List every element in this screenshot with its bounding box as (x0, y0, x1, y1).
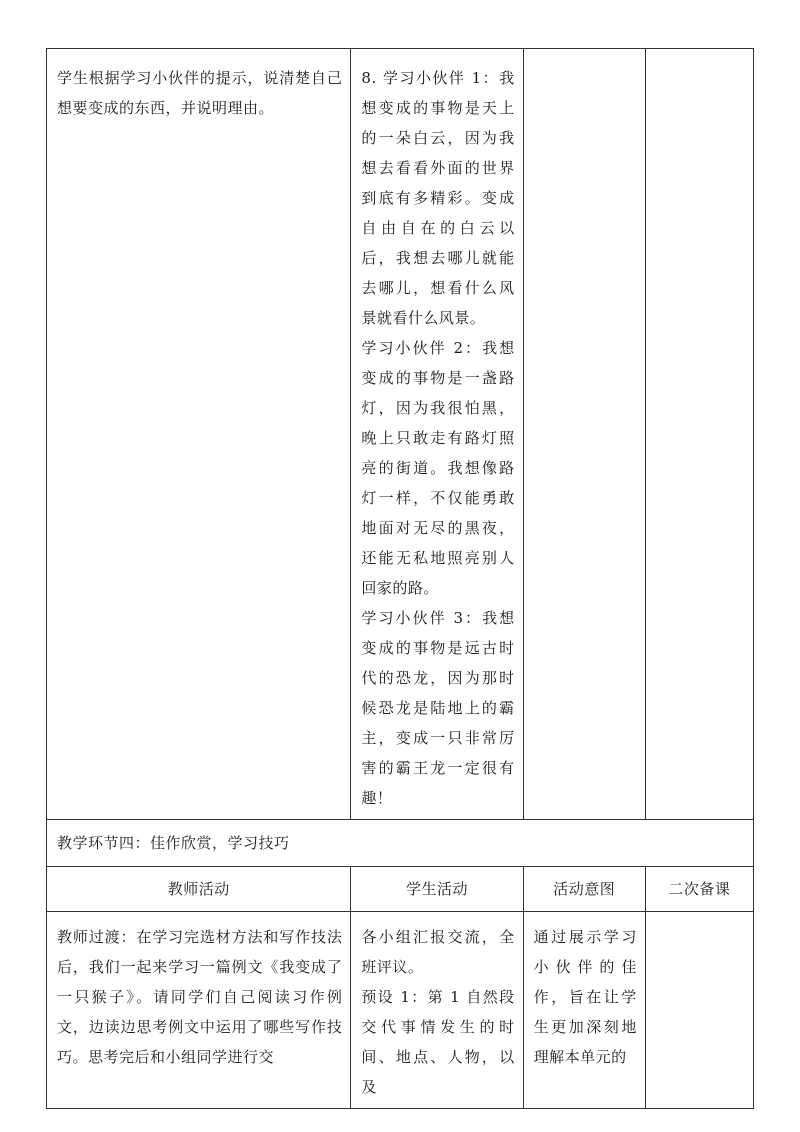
activity-intent-cell (523, 912, 645, 1109)
second-prep-cell (645, 912, 753, 1109)
table-header-row (47, 867, 754, 912)
teacher-activity-cell (47, 912, 351, 1109)
section-row (47, 820, 754, 867)
activity-intent-text (524, 49, 645, 69)
activity-intent-text: 通过展示学习小伙伴的佳作，旨在让学生更加深刻地理解本单元的 (533, 928, 637, 1066)
activity-row (47, 912, 754, 1109)
lesson-plan-table (46, 48, 754, 1109)
section-title: 教学环节四：佳作欣赏，学习技巧 (57, 834, 290, 852)
header-second-prep (645, 867, 753, 912)
student-activity-cell (351, 49, 523, 820)
student-activity-paragraph: 学习小伙伴 3：我想变成的事物是远古时代的恐龙，因为那时候恐龙是陆地上的霸主，变成一只非常厉害的霸王龙一定很有趣！ (361, 609, 515, 807)
student-activity-cell (351, 912, 523, 1109)
student-activity-paragraph: 8. 学习小伙伴 1：我想变成的事物是天上的一朵白云，因为我想去看看外面的世界到底有多精彩。变成自由自在的白云以后，我想去哪儿就能去哪儿，想看什么风景就看什么风景。 (361, 69, 515, 327)
student-activity-paragraph: 预设 1：第 1 自然段交代事情发生的时间、地点、人物，以及 (361, 988, 515, 1096)
header-intent-label: 活动意图 (553, 880, 616, 898)
lesson-plan-page (46, 48, 754, 1109)
teacher-activity-text: 学生根据学习小伙伴的提示，说清楚自己想要变成的东西，并说明理由。 (57, 69, 343, 117)
second-prep-text (646, 49, 753, 69)
header-teacher-label: 教师活动 (167, 880, 230, 898)
activity-row (47, 49, 754, 820)
section-title-cell (47, 820, 754, 867)
header-student-activity (351, 867, 523, 912)
header-student-label: 学生活动 (406, 880, 469, 898)
student-activity-paragraph: 学习小伙伴 2：我想变成的事物是一盏路灯，因为我很怕黑，晚上只敢走有路灯照亮的街道。我想像路灯一样，不仅能勇敢地面对无尽的黑夜，还能无私地照亮别人回家的路。 (361, 339, 515, 597)
student-activity-paragraph: 各小组汇报交流，全班评议。 (361, 928, 515, 976)
header-prep-label: 二次备课 (668, 880, 731, 898)
teacher-activity-cell (47, 49, 351, 820)
second-prep-cell (645, 49, 753, 820)
header-activity-intent (523, 867, 645, 912)
activity-intent-cell (523, 49, 645, 820)
second-prep-text (646, 912, 753, 928)
teacher-activity-text: 教师过渡：在学习完选材方法和写作技法后，我们一起来学习一篇例文《我变成了一只猴子》。请同学们自己阅读习作例文，边读边思考例文中运用了哪些写作技巧。思考完后和小组同学进行交 (57, 928, 343, 1066)
header-teacher-activity (47, 867, 351, 912)
